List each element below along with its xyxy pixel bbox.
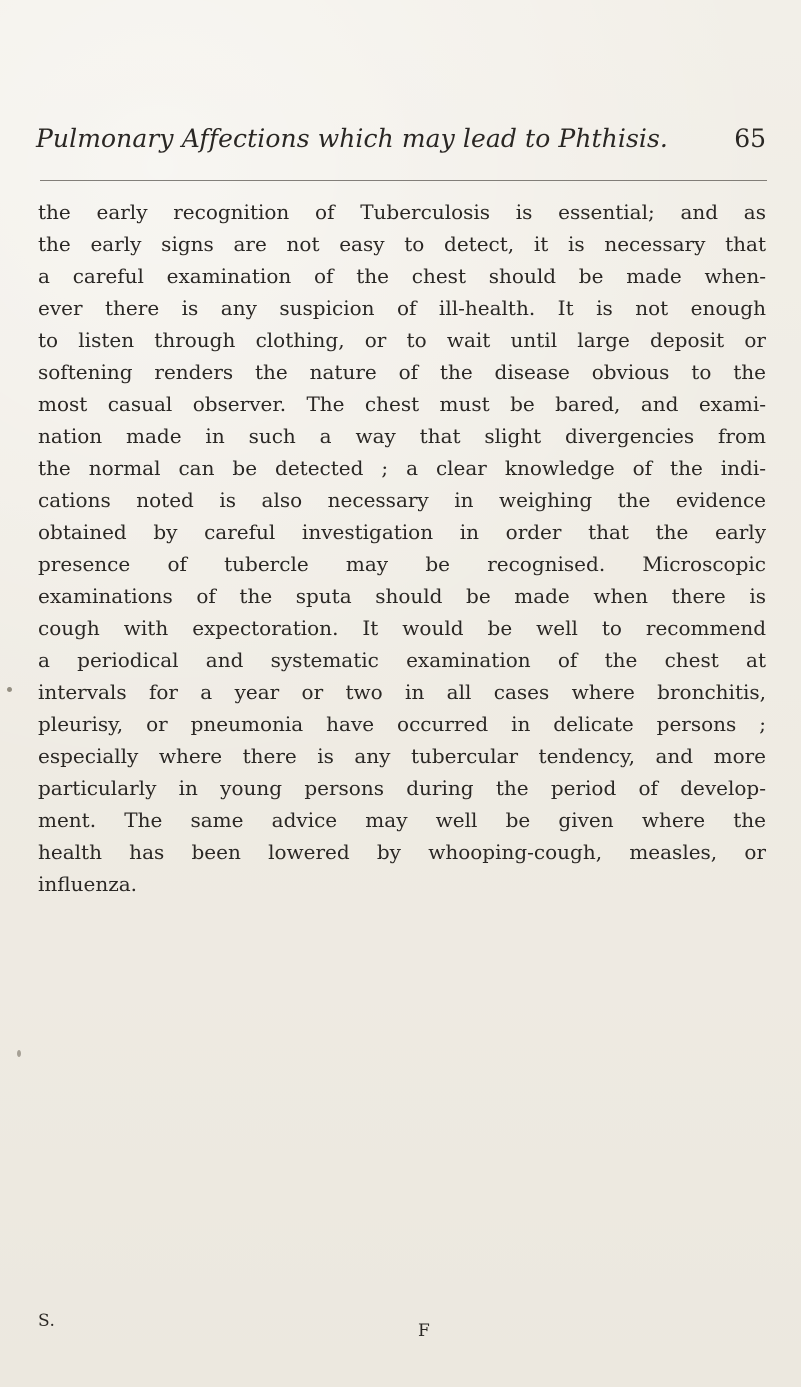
body-text bbox=[38, 196, 766, 900]
text-line: to listen through clothing, or to wait until large deposit or bbox=[38, 328, 766, 352]
running-title: Pulmonary Affections which may lead to Phthisis. bbox=[36, 124, 668, 153]
header-rule bbox=[40, 180, 767, 181]
text-line: intervals for a year or two in all cases where bronchitis, bbox=[38, 680, 766, 704]
text-line: the normal can be detected ; a clear knowledge of the indi- bbox=[38, 456, 766, 480]
text-line: examinations of the sputa should be made when there is bbox=[38, 584, 766, 608]
text-line: cough with expectoration. It would be well to recommend bbox=[38, 616, 766, 640]
text-line: health has been lowered by whooping-cough, measles, or bbox=[38, 840, 766, 864]
text-line-last: influenza. bbox=[38, 872, 138, 896]
text-line: obtained by careful investigation in order that the early bbox=[38, 520, 766, 544]
text-line: the early signs are not easy to detect, it is necessary that bbox=[38, 232, 766, 256]
text-line: the early recognition of Tuberculosis is essential; and as bbox=[38, 200, 766, 224]
text-line: presence of tubercle may be recognised. Microscopic bbox=[38, 552, 766, 576]
signature-mark: S. bbox=[38, 1311, 56, 1331]
text-line: most casual observer. The chest must be bared, and exami- bbox=[38, 392, 766, 416]
text-line: a careful examination of the chest should be made when- bbox=[38, 264, 766, 288]
text-line: especially where there is any tubercular tendency, and more bbox=[38, 744, 766, 768]
text-line: ment. The same advice may well be given where the bbox=[38, 808, 766, 832]
paper-speck bbox=[17, 1050, 21, 1057]
text-line: ever there is any suspicion of ill-health. It is not enough bbox=[38, 296, 766, 320]
signature-letter: F bbox=[418, 1321, 430, 1341]
text-line: nation made in such a way that slight divergencies from bbox=[38, 424, 766, 448]
text-line: pleurisy, or pneumonia have occurred in delicate persons ; bbox=[38, 712, 766, 736]
text-line: cations noted is also necessary in weighing the evidence bbox=[38, 488, 766, 512]
text-line: a periodical and systematic examination of the chest at bbox=[38, 648, 766, 672]
paper-speck bbox=[7, 687, 12, 692]
text-line: softening renders the nature of the disease obvious to the bbox=[38, 360, 766, 384]
page-number: 65 bbox=[734, 124, 766, 153]
text-line: particularly in young persons during the period of develop- bbox=[38, 776, 766, 800]
running-head bbox=[36, 122, 766, 158]
